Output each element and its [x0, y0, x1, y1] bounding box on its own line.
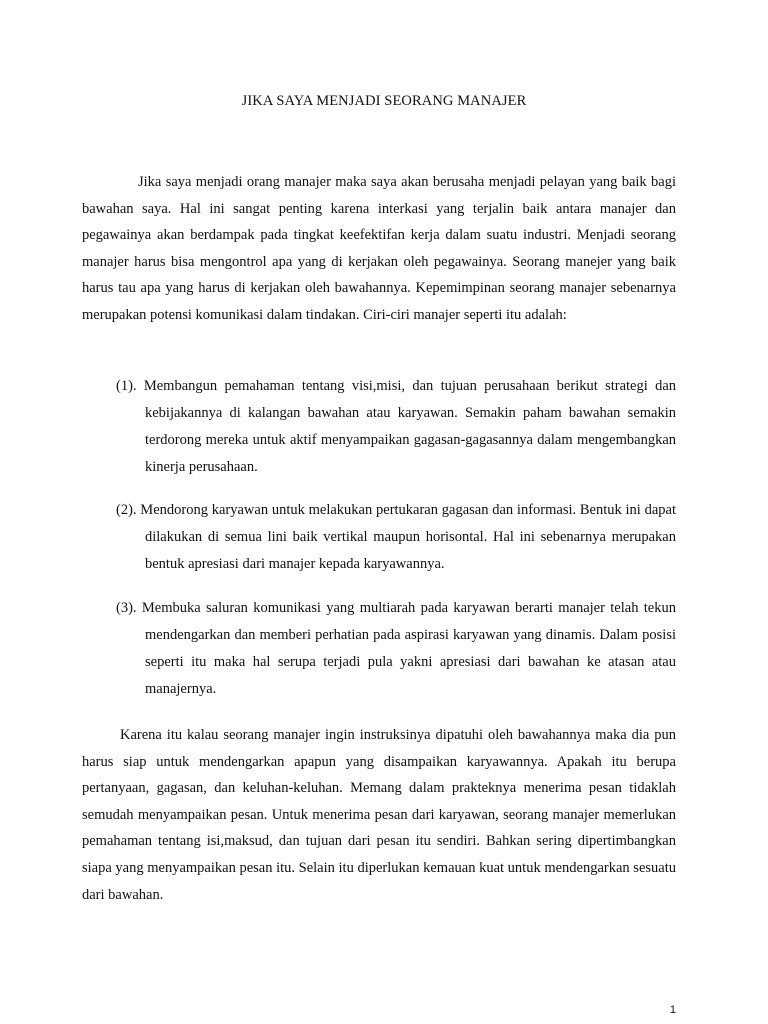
page-number: 1: [669, 1004, 676, 1016]
list-item: (1). Membangun pemahaman tentang visi,misi, dan tujuan perusahaan berikut strategi dan kebijakannya di kalangan bawahan atau karyawan. Semakin paham bawahan semakin terdorong mereka untuk aktif menyampaikan gagasan-gagasannya dalam mengembangkan kinerja perusahaan.: [116, 378, 676, 475]
list-item: (2). Mendorong karyawan untuk melakukan pertukaran gagasan dan informasi. Bentuk ini dapat dilakukan di semua lini baik vertikal maupun horisontal. Hal ini sebenarnya merupakan bentuk apresiasi dari manajer kepada karyawannya.: [116, 502, 676, 572]
document-title: JIKA SAYA MENJADI SEORANG MANAJER: [241, 93, 527, 109]
closing-paragraph: Karena itu kalau seorang manajer ingin instruksinya dipatuhi oleh bawahannya maka dia pun harus siap untuk mendengarkan apapun yang disampaikan karyawannya. Apakah itu berupa pertanyaan, gagasan, dan keluhan-keluhan. Memang dalam prakteknya menerima pesan tidaklah semudah menyampaikan pesan. Untuk menerima pesan dari karyawan, seorang manajer memerlukan pemahaman tentang isi,maksud, dan tujuan dari pesan itu sendiri. Bahkan sering dipertimbangkan siapa yang menyampaikan pesan itu. Selain itu diperlukan kemauan kuat untuk mendengarkan sesuatu dari bawahan.: [82, 727, 676, 903]
intro-paragraph: Jika saya menjadi orang manajer maka saya akan berusaha menjadi pelayan yang baik bagi bawahan saya. Hal ini sangat penting karena interkasi yang terjalin baik antara manajer dan pegawainya akan berdampak pada tingkat keefektifan kerja dalam suatu industri. Menjadi seorang manajer harus bisa mengontrol apa yang di kerjakan oleh pegawainya. Seorang manejer yang baik harus tau apa yang harus di kerjakan oleh bawahannya. Kepemimpinan seorang manajer sebenarnya merupakan potensi komunikasi dalam tindakan. Ciri-ciri manajer seperti itu adalah:: [82, 174, 676, 323]
list-item: (3). Membuka saluran komunikasi yang multiarah pada karyawan berarti manajer telah tekun mendengarkan dan memberi perhatian pada aspirasi karyawan yang dinamis. Dalam posisi seperti itu maka hal serupa terjadi pula yakni apresiasi dari bawahan ke atasan atau manajernya.: [116, 600, 676, 697]
